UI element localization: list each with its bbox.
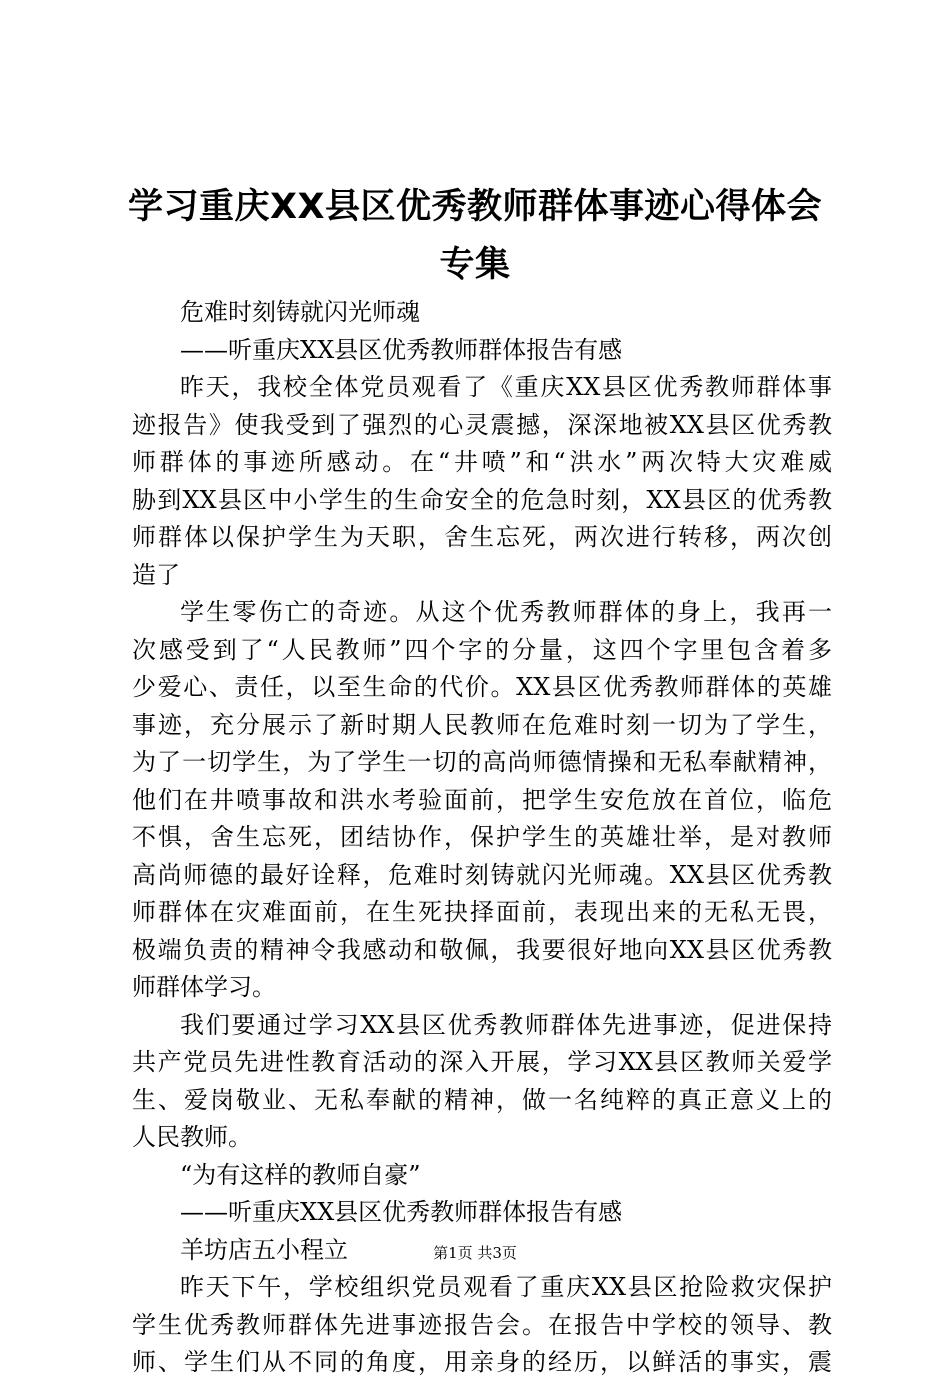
- body-line: 为了一切学生，为了学生一切的高尚师德情操和无私奉献精神，: [132, 748, 832, 776]
- body-line: 师、学生们从不同的角度，用亲身的经历，以鲜活的事实，震: [132, 1348, 832, 1376]
- body-line: 师群体的事迹所感动。在“井喷”和“洪水”两次特大灾难威: [132, 448, 832, 476]
- body-line: 师群体以保护学生为天职，舍生忘死，两次进行转移，两次创: [132, 523, 832, 551]
- document-body: [132, 294, 832, 1382]
- body-line: 迹报告》使我受到了强烈的心灵震撼，深深地被XX县区优秀教: [132, 410, 832, 439]
- body-line: 危难时刻铸就闪光师魂: [180, 298, 420, 326]
- body-line: 不惧，舍生忘死，团结协作，保护学生的英雄壮举，是对教师: [132, 823, 832, 851]
- body-line: 生、爱岗敬业、无私奉献的精神，做一名纯粹的真正意义上的: [132, 1085, 832, 1114]
- document-title-line-2: 专集: [439, 245, 511, 285]
- body-line: 昨天下午，学校组织党员观看了重庆XX县区抢险救灾保护: [180, 1273, 832, 1301]
- body-line: 极端负责的精神令我感动和敬佩，我要很好地向XX县区优秀教: [132, 935, 832, 964]
- page-footer: 第1页 共3页: [433, 1244, 517, 1262]
- body-line: 次感受到了“人民教师”四个字的分量，这四个字里包含着多: [132, 635, 832, 664]
- body-line: 事迹，充分展示了新时期人民教师在危难时刻一切为了学生，: [132, 710, 832, 739]
- body-line: ——听重庆XX县区优秀教师群体报告有感: [180, 1198, 623, 1226]
- body-line: ——听重庆XX县区优秀教师群体报告有感: [180, 335, 623, 364]
- body-line: 高尚师德的最好诠释，危难时刻铸就闪光师魂。XX县区优秀教: [132, 860, 832, 889]
- body-line: 人民教师。: [132, 1123, 252, 1151]
- body-line: 少爱心、责任，以至生命的代价。XX县区优秀教师群体的英雄: [132, 673, 832, 701]
- body-line: “为有这样的教师自豪”: [180, 1160, 421, 1189]
- body-line: 师群体在灾难面前，在生死抉择面前，表现出来的无私无畏，: [132, 898, 832, 926]
- body-line: 昨天，我校全体党员观看了《重庆XX县区优秀教师群体事: [180, 373, 832, 401]
- body-line: 羊坊店五小程立: [180, 1235, 348, 1264]
- body-line: 共产党员先进性教育活动的深入开展，学习XX县区教师关爱学: [132, 1048, 832, 1076]
- body-line: 师群体学习。: [132, 973, 276, 1001]
- body-line: 学生零伤亡的奇迹。从这个优秀教师群体的身上，我再一: [180, 598, 832, 626]
- body-line: 造了: [132, 560, 180, 589]
- body-line: 我们要通过学习XX县区优秀教师群体先进事迹，促进保持: [180, 1010, 832, 1039]
- body-line: 胁到XX县区中小学生的生命安全的危急时刻，XX县区的优秀教: [132, 485, 832, 514]
- body-line: 学生优秀教师群体先进事迹报告会。在报告中学校的领导、教: [132, 1310, 832, 1339]
- document-title-line-1: 学习重庆XX县区优秀教师群体事迹心得体会: [128, 187, 822, 227]
- body-line: 他们在井喷事故和洪水考验面前，把学生安危放在首位，临危: [132, 785, 832, 814]
